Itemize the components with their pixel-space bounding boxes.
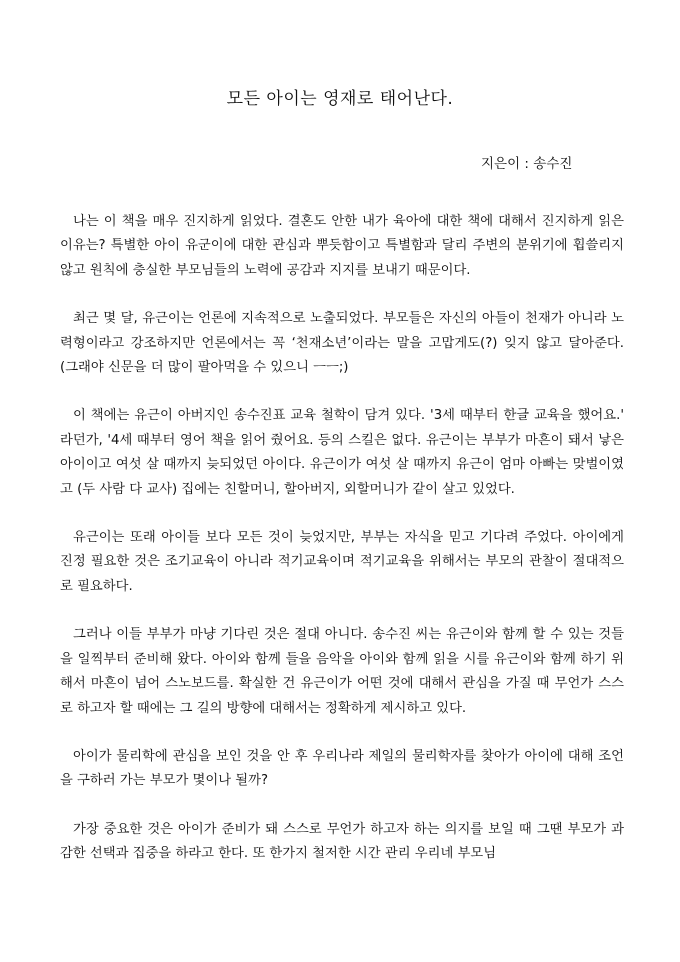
document-title: 모든 아이는 영재로 태어난다.: [226, 89, 454, 109]
paragraph: 나는 이 책을 매우 진지하게 읽었다. 결혼도 안한 내가 육아에 대한 책에 대해서 진지하게 읽은 이유는? 특별한 아이 유군이에 대한 관심과 뿌듯함이고 특별함과 달리 주변의 분위기에 휩쓸리지 않고 원칙에 충실한 부모님들의 노력에 공감과 지지를 보내기 때문이다.: [60, 214, 624, 278]
document-body: [60, 210, 624, 891]
author-line: 지은이 : 송수진: [481, 156, 573, 172]
paragraph: 최근 몇 달, 유근이는 언론에 지속적으로 노출되었다. 부모들은 자신의 아들이 천재가 아니라 노력형이라고 강조하지만 언론에서는 꼭 ‘천재소년’이라는 말을 고맙게도(?) 잊지 않고 달아준다. (그래야 신문을 더 많이 팔아먹을 수 있으니 ㅡㅡ;): [60, 311, 624, 376]
paragraph: 아이가 물리학에 관심을 보인 것을 안 후 우리나라 제일의 물리학자를 찾아가 아이에 대해 조언을 구하러 가는 부모가 몇이나 될까?: [60, 748, 624, 789]
paragraph: 가장 중요한 것은 아이가 준비가 돼 스스로 무언가 하고자 하는 의지를 보일 때 그땐 부모가 과감한 선택과 집중을 하라고 한다. 또 한가지 철저한 시간 관리 우리네 부모님: [60, 821, 624, 862]
paragraph: 유근이는 또래 아이들 보다 모든 것이 늦었지만, 부부는 자식을 믿고 기다려 주었다. 아이에게 진정 필요한 것은 조기교육이 아니라 적기교육이며 적기교육을 위해서는 부모의 관찰이 절대적으로 필요하다.: [60, 530, 624, 594]
paragraph: 그러나 이들 부부가 마냥 기다린 것은 절대 아니다. 송수진 씨는 유근이와 함께 할 수 있는 것들을 일찍부터 준비해 왔다. 아이와 함께 들을 음악을 아이와 함께 읽을 시를 유근이와 함께 하기 위해서 마흔이 넘어 스노보드를. 확실한 건 유근이가 어떤 것에 대해서 관심을 가질 때 무언가 스스로 하고자 할 때에는 그 길의 방향에 대해서는 정확하게 제시하고 있다.: [60, 627, 624, 716]
paragraph: 이 책에는 유근이 아버지인 송수진표 교육 철학이 담겨 있다. '3세 때부터 한글 교육을 했어요.' 라던가, '4세 때부터 영어 책을 읽어 줬어요. 등의 스킬은 없다. 유근이는 부부가 마흔이 돼서 낳은 아이이고 여섯 살 때까지 늦되었던 아이다. 유근이가 여섯 살 때까지 유근이 엄마 아빠는 맞벌이였고 (두 사람 다 교사) 집에는 친할머니, 할아버지, 외할머니가 같이 살고 있었다.: [60, 408, 624, 497]
